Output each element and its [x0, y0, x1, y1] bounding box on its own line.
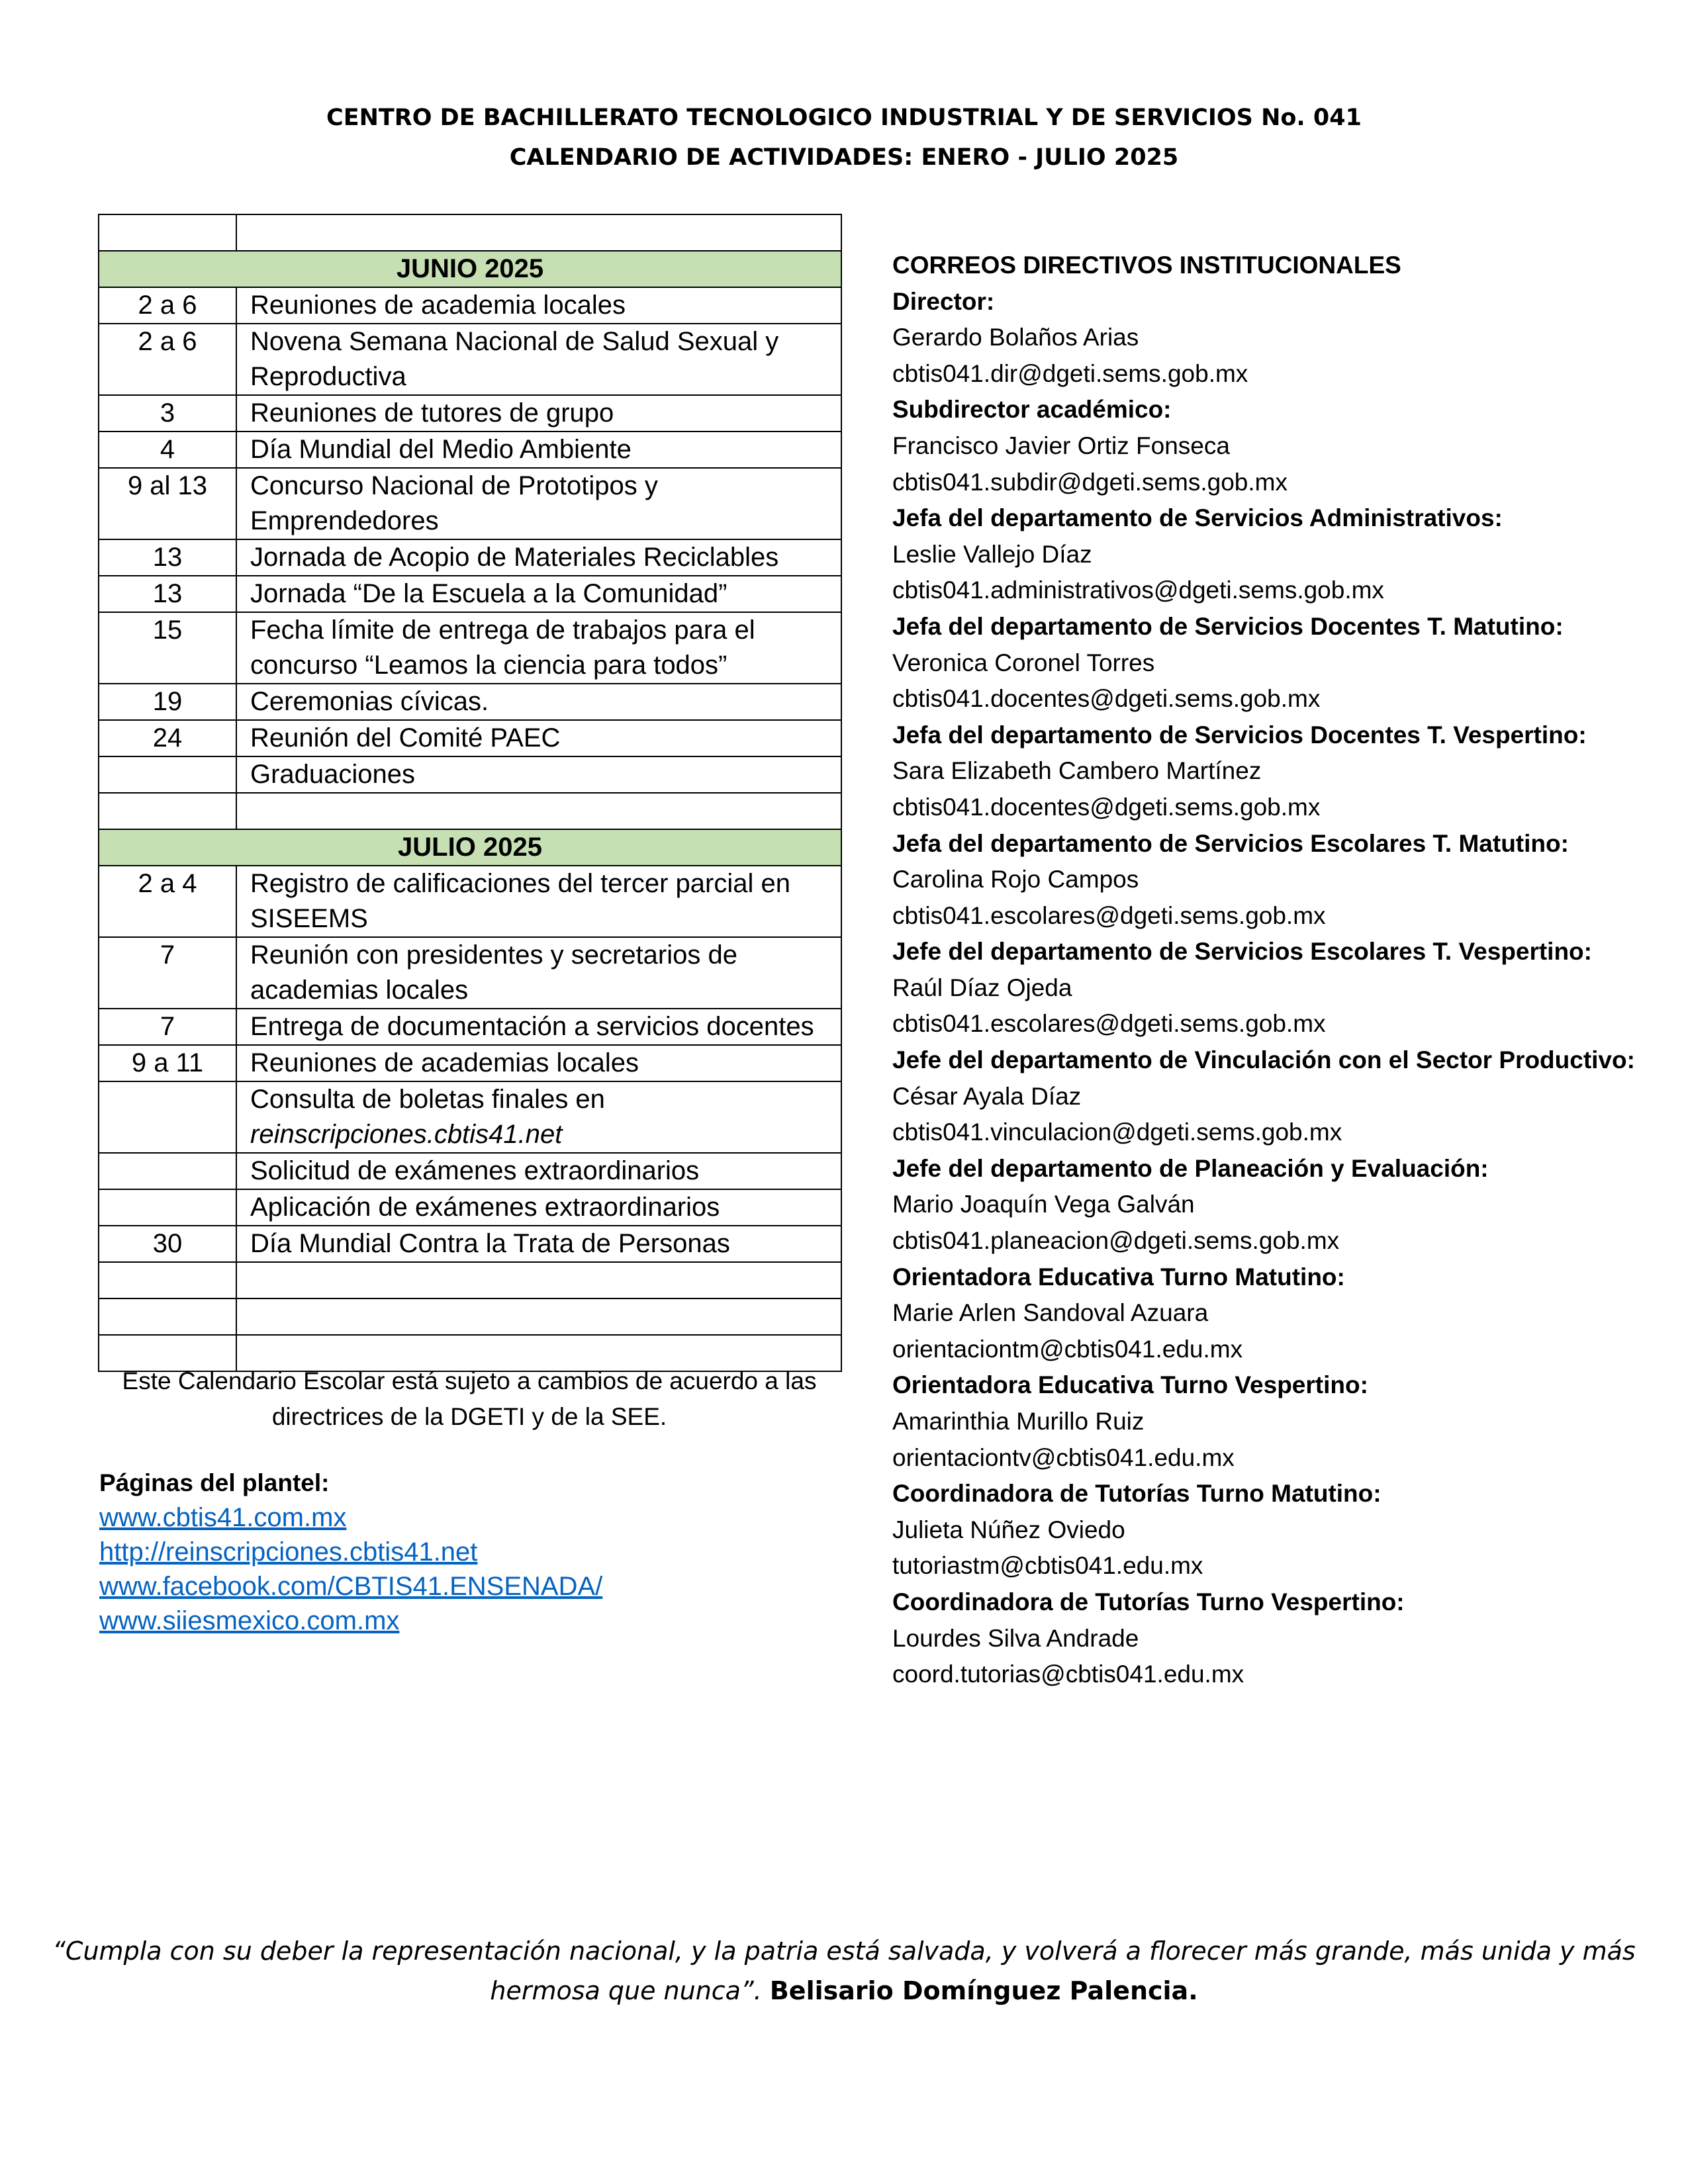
- contact-email: cbtis041.dir@dgeti.sems.gob.mx: [892, 359, 1248, 387]
- table-row: [99, 1189, 841, 1226]
- link-facebook[interactable]: www.facebook.com/CBTIS41.ENSENADA/: [99, 1572, 603, 1601]
- table-row: [99, 576, 841, 612]
- date-cell: 13: [99, 576, 236, 612]
- activity-cell: Reunión con presidentes y secretarios de academias locales: [236, 937, 841, 1009]
- contact-email: cbtis041.escolares@dgeti.sems.gob.mx: [892, 1010, 1326, 1038]
- contact-role: Jefa del departamento de Servicios Administrativos:: [892, 504, 1503, 532]
- contact-name: Francisco Javier Ortiz Fonseca: [892, 432, 1230, 459]
- contact-name: Leslie Vallejo Díaz: [892, 540, 1092, 568]
- table-row: [99, 1045, 841, 1081]
- date-cell: 2 a 6: [99, 287, 236, 324]
- contact-role: Subdirector académico:: [892, 396, 1172, 424]
- contact-email: coord.tutorias@cbtis041.edu.mx: [892, 1661, 1244, 1688]
- contact-role: Jefa del departamento de Servicios Docentes T. Vespertino:: [892, 721, 1587, 749]
- date-cell: 9 a 11: [99, 1045, 236, 1081]
- school-links: [99, 1466, 602, 1638]
- contact-name: Julieta Núñez Oviedo: [892, 1516, 1125, 1543]
- calendar-table: [98, 214, 842, 1372]
- activity-cell: Reuniones de academias locales: [236, 1045, 841, 1081]
- table-row: [99, 684, 841, 720]
- activity-cell: Registro de calificaciones del tercer parcial en SISEEMS: [236, 866, 841, 937]
- date-cell: 19: [99, 684, 236, 720]
- table-row: [99, 539, 841, 576]
- contact-email: orientaciontv@cbtis041.edu.mx: [892, 1443, 1235, 1471]
- date-cell: 30: [99, 1226, 236, 1262]
- activity-site-text: reinscripciones.cbtis41.net: [250, 1120, 563, 1149]
- activity-cell: Día Mundial Contra la Trata de Personas: [236, 1226, 841, 1262]
- table-row: [99, 612, 841, 684]
- contact-role: Jefa del departamento de Servicios Docentes T. Matutino:: [892, 612, 1564, 640]
- contact-email: cbtis041.escolares@dgeti.sems.gob.mx: [892, 901, 1326, 929]
- date-cell: 7: [99, 1009, 236, 1045]
- contact-email: orientaciontm@cbtis041.edu.mx: [892, 1335, 1243, 1363]
- activity-cell: Jornada “De la Escuela a la Comunidad”: [236, 576, 841, 612]
- activity-cell: Reunión del Comité PAEC: [236, 720, 841, 756]
- month-header-june: [99, 251, 841, 287]
- contact-name: Marie Arlen Sandoval Azuara: [892, 1299, 1209, 1327]
- table-row-empty: [99, 1298, 841, 1335]
- contact-name: Carolina Rojo Campos: [892, 866, 1139, 893]
- table-row-empty: [99, 793, 841, 829]
- date-cell: 7: [99, 937, 236, 1009]
- activity-cell: [236, 1081, 841, 1153]
- link-website[interactable]: www.cbtis41.com.mx: [99, 1503, 347, 1532]
- table-row: [99, 756, 841, 793]
- date-cell: [99, 1081, 236, 1153]
- table-row: [99, 937, 841, 1009]
- month-title: JULIO 2025: [99, 829, 841, 866]
- contact-role: Coordinadora de Tutorías Turno Vespertino:: [892, 1588, 1405, 1615]
- school-name: CENTRO DE BACHILLERATO TECNOLOGICO INDUSTRIAL Y DE SERVICIOS No. 041: [326, 105, 1362, 131]
- contact-email: cbtis041.vinculacion@dgeti.sems.gob.mx: [892, 1118, 1342, 1146]
- contact-name: Sara Elizabeth Cambero Martínez: [892, 757, 1262, 785]
- contact-email: tutoriastm@cbtis041.edu.mx: [892, 1552, 1203, 1580]
- date-cell: 15: [99, 612, 236, 684]
- date-cell: 2 a 4: [99, 866, 236, 937]
- contact-role: Jefa del departamento de Servicios Escolares T. Matutino:: [892, 829, 1569, 857]
- contact-email: cbtis041.subdir@dgeti.sems.gob.mx: [892, 468, 1288, 496]
- month-header-july: [99, 829, 841, 866]
- activity-cell: Solicitud de exámenes extraordinarios: [236, 1153, 841, 1189]
- contact-role: Orientadora Educativa Turno Vespertino:: [892, 1371, 1368, 1399]
- calendar-title: CALENDARIO DE ACTIVIDADES: ENERO - JULIO 2025: [509, 144, 1179, 171]
- contacts-directory: [892, 248, 1654, 1693]
- contact-role: Jefe del departamento de Servicios Escolares T. Vespertino:: [892, 938, 1592, 966]
- contact-name: Raúl Díaz Ojeda: [892, 974, 1072, 1001]
- date-cell: 4: [99, 432, 236, 468]
- contacts-title: CORREOS DIRECTIVOS INSTITUCIONALES: [892, 251, 1401, 279]
- contact-name: Gerardo Bolaños Arias: [892, 324, 1139, 351]
- contact-name: Lourdes Silva Andrade: [892, 1624, 1139, 1652]
- date-cell: [99, 1153, 236, 1189]
- month-title: JUNIO 2025: [99, 251, 841, 287]
- link-reinscripciones[interactable]: http://reinscripciones.cbtis41.net: [99, 1537, 478, 1567]
- activity-cell: Jornada de Acopio de Materiales Reciclables: [236, 539, 841, 576]
- table-row: [99, 1226, 841, 1262]
- date-cell: 9 al 13: [99, 468, 236, 539]
- contact-name: Veronica Coronel Torres: [892, 649, 1155, 676]
- table-row: [99, 1081, 841, 1153]
- footer-quote: [0, 1931, 1688, 2011]
- contact-role: Jefe del departamento de Vinculación con el Sector Productivo:: [892, 1046, 1635, 1074]
- date-cell: 3: [99, 395, 236, 432]
- contact-name: César Ayala Díaz: [892, 1082, 1082, 1110]
- activity-text: Consulta de boletas finales en: [250, 1085, 605, 1114]
- table-row-empty: [99, 1262, 841, 1298]
- quote-author: Belisario Domínguez Palencia.: [769, 1976, 1198, 2005]
- contact-role: Jefe del departamento de Planeación y Evaluación:: [892, 1154, 1489, 1182]
- contact-email: cbtis041.docentes@dgeti.sems.gob.mx: [892, 793, 1321, 821]
- date-cell: 2 a 6: [99, 324, 236, 395]
- table-row: [99, 720, 841, 756]
- date-cell: 24: [99, 720, 236, 756]
- quote-text: “Cumpla con su deber la representación nacional, y la patria está salvada, y volverá a florecer más grande, más unida y más hermosa que nunca”.: [52, 1936, 1636, 2005]
- activity-cell: Reuniones de academia locales: [236, 287, 841, 324]
- activity-cell: Concurso Nacional de Prototipos y Emprendedores: [236, 468, 841, 539]
- contact-email: cbtis041.administrativos@dgeti.sems.gob.mx: [892, 576, 1384, 604]
- contact-email: cbtis041.planeacion@dgeti.sems.gob.mx: [892, 1227, 1340, 1255]
- activity-cell: Novena Semana Nacional de Salud Sexual y Reproductiva: [236, 324, 841, 395]
- table-row: [99, 432, 841, 468]
- activity-cell: Ceremonias cívicas.: [236, 684, 841, 720]
- activity-cell: Aplicación de exámenes extraordinarios: [236, 1189, 841, 1226]
- contact-name: Mario Joaquín Vega Galván: [892, 1191, 1195, 1218]
- links-label: Páginas del plantel:: [99, 1469, 330, 1496]
- table-row-empty: [99, 214, 841, 251]
- link-siies[interactable]: www.siiesmexico.com.mx: [99, 1606, 400, 1635]
- contact-role: Coordinadora de Tutorías Turno Matutino:: [892, 1480, 1382, 1508]
- date-cell: [99, 1189, 236, 1226]
- contact-email: cbtis041.docentes@dgeti.sems.gob.mx: [892, 685, 1321, 713]
- activity-cell: Reuniones de tutores de grupo: [236, 395, 841, 432]
- date-cell: 13: [99, 539, 236, 576]
- table-row: [99, 468, 841, 539]
- table-row: [99, 1009, 841, 1045]
- contact-role: Orientadora Educativa Turno Matutino:: [892, 1263, 1345, 1291]
- contact-name: Amarinthia Murillo Ruiz: [892, 1408, 1145, 1435]
- table-row: [99, 866, 841, 937]
- calendar-disclaimer: Este Calendario Escolar está sujeto a cambios de acuerdo a las directrices de la DGETI y de la SEE.: [122, 1367, 817, 1430]
- activity-cell: Entrega de documentación a servicios docentes: [236, 1009, 841, 1045]
- activity-cell: Graduaciones: [236, 756, 841, 793]
- table-row: [99, 324, 841, 395]
- contact-role: Director:: [892, 287, 995, 315]
- table-row: [99, 287, 841, 324]
- activity-cell: Fecha límite de entrega de trabajos para el concurso “Leamos la ciencia para todos”: [236, 612, 841, 684]
- date-cell: [99, 756, 236, 793]
- table-row: [99, 1153, 841, 1189]
- document-header: [0, 98, 1688, 177]
- table-row: [99, 395, 841, 432]
- activity-cell: Día Mundial del Medio Ambiente: [236, 432, 841, 468]
